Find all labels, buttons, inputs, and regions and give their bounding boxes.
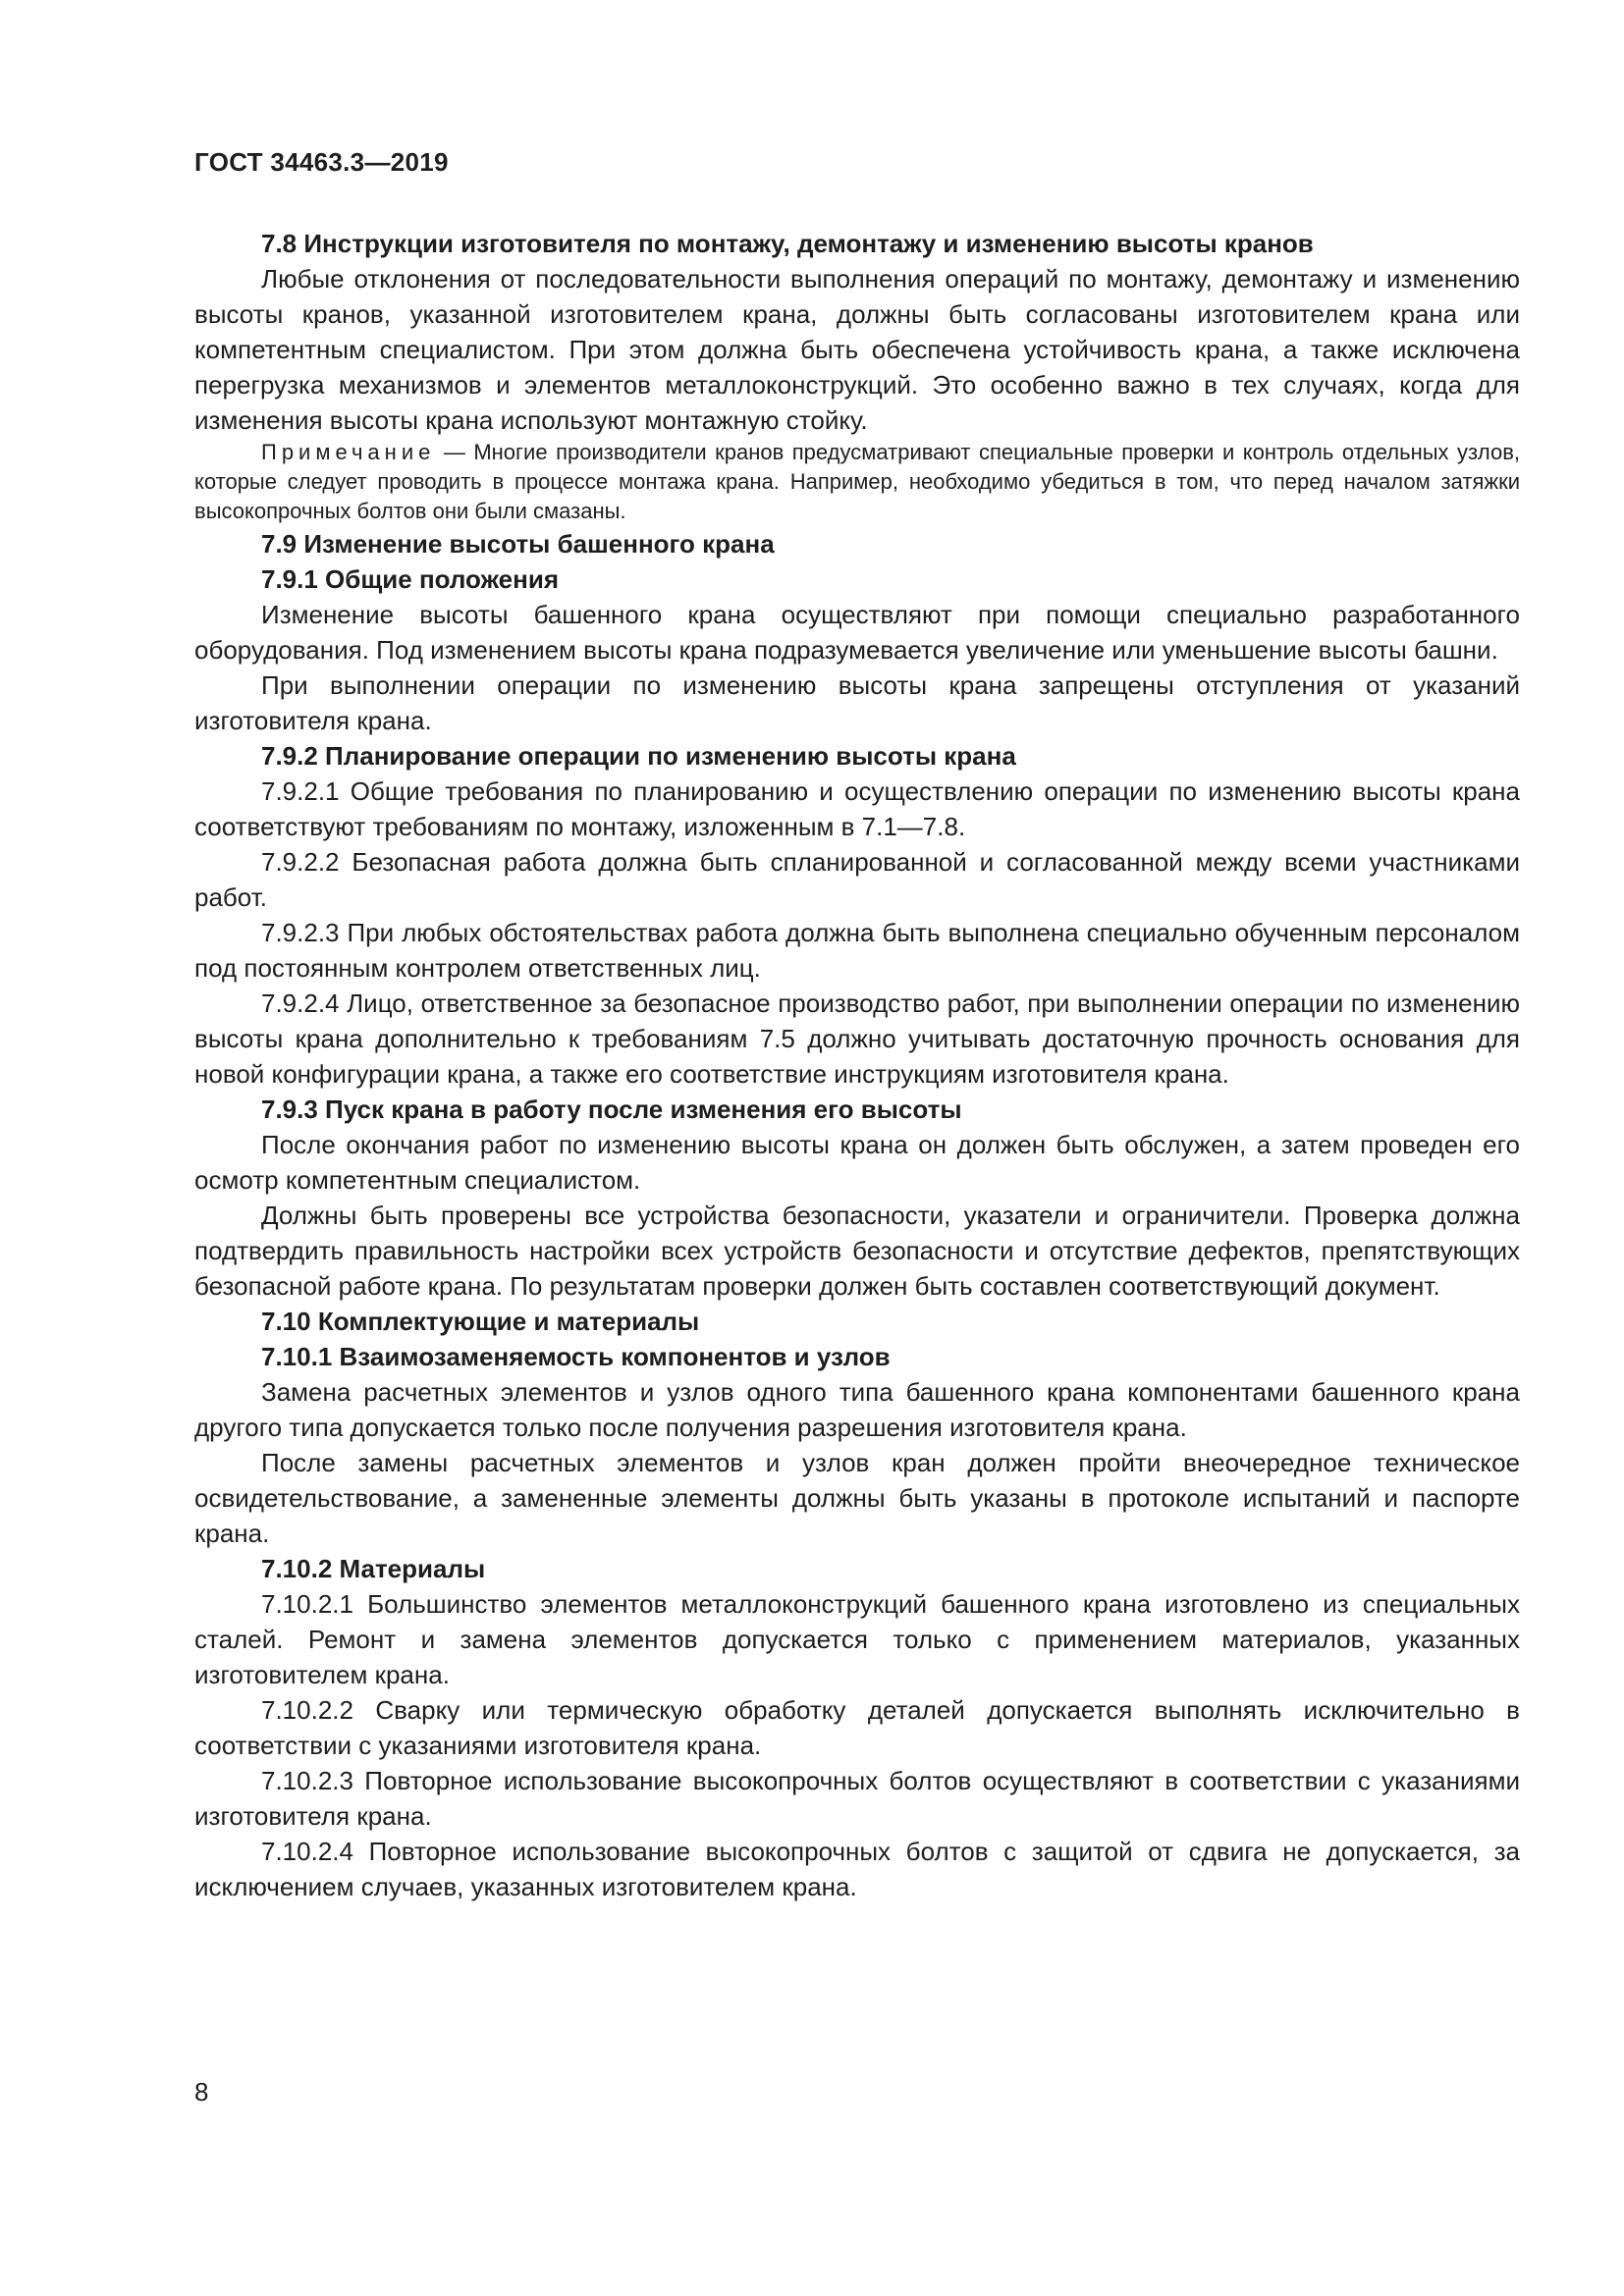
section-7-8-paragraph: Любые отклонения от последовательности выполнения операций по монтажу, демонтажу и изменению высоты кранов, указанной изготовителем крана, должны быть согласованы изготовителем крана или компетентным специалистом. При этом должна быть обеспечена устойчивость крана, а также исключена перегрузка механизмов и элементов металлоконструкций. Это особенно важно в тех случаях, когда для изменения высоты крана используют монтажную стойку.	[194, 264, 1520, 435]
section-7-9-2-title: 7.9.2 Планирование операции по изменению высоты крана	[261, 741, 1016, 771]
section-7-9-3-paragraph-1: После окончания работ по изменению высоты крана он должен быть обслужен, а затем проведен его осмотр компетентным специалистом.	[194, 1130, 1520, 1195]
section-7-9-3-paragraph-2: Должны быть проверены все устройства безопасности, указатели и ограничители. Проверка должна подтвердить правильность настройки всех устройств безопасности и отсутствие дефектов, препятствующих безопасной работе крана. По результатам проверки должен быть составлен соответствующий документ.	[194, 1201, 1520, 1301]
page-number: 8	[194, 2077, 209, 2107]
clause-7-10-2-4: 7.10.2.4 Повторное использование высокопрочных болтов с защитой от сдвига не допускается, за исключением случаев, указанных изготовителем крана.	[194, 1837, 1520, 1901]
clause-7-9-2-2: 7.9.2.2 Безопасная работа должна быть спланированной и согласованной между всеми участниками работ.	[194, 847, 1520, 912]
section-7-8-title: 7.8 Инструкции изготовителя по монтажу, демонтажу и изменению высоты кранов	[261, 229, 1314, 258]
section-7-9-title: 7.9 Изменение высоты башенного крана	[261, 529, 775, 559]
section-7-9-1-paragraph-1: Изменение высоты башенного крана осуществляют при помощи специально разработанного оборудования. Под изменением высоты крана подразумевается увеличение или уменьшение высоты башни.	[194, 600, 1520, 665]
note	[194, 438, 1520, 526]
note-text: — Многие производители кранов предусматривают специальные проверки и контроль отдельных узлов, которые следует проводить в процессе монтажа крана. Например, необходимо убедиться в том, что перед началом затяжки высокопрочных болтов они были смазаны.	[194, 440, 1520, 523]
section-7-10-1-paragraph-1: Замена расчетных элементов и узлов одного типа башенного крана компонентами башенного крана другого типа допускается только после получения разрешения изготовителя крана.	[194, 1377, 1520, 1442]
note-label: Примечание	[261, 440, 436, 464]
section-7-9-1-paragraph-2: При выполнении операции по изменению высоты крана запрещены отступления от указаний изготовителя крана.	[194, 670, 1520, 735]
section-7-10-1-paragraph-2: После замены расчетных элементов и узлов кран должен пройти внеочередное техническое освидетельствование, а замененные элементы должны быть указаны в протоколе испытаний и паспорте крана.	[194, 1448, 1520, 1548]
clause-7-10-2-3: 7.10.2.3 Повторное использование высокопрочных болтов осуществляют в соответствии с указаниями изготовителя крана.	[194, 1766, 1520, 1831]
section-7-10-1-title: 7.10.1 Взаимозаменяемость компонентов и узлов	[261, 1342, 891, 1371]
document-header: ГОСТ 34463.3—2019	[194, 147, 449, 177]
clause-7-10-2-2: 7.10.2.2 Сварку или термическую обработку деталей допускается выполнять исключительно в соответствии с указаниями изготовителя крана.	[194, 1695, 1520, 1760]
clause-7-9-2-4: 7.9.2.4 Лицо, ответственное за безопасное производство работ, при выполнении операции по изменению высоты крана дополнительно к требованиям 7.5 должно учитывать достаточную прочность основания для новой конфигурации крана, а также его соответствие инструкциям изготовителя крана.	[194, 988, 1520, 1089]
clause-7-10-2-1: 7.10.2.1 Большинство элементов металлоконструкций башенного крана изготовлено из специальных сталей. Ремонт и замена элементов допускается только с применением материалов, указанных изготовителем крана.	[194, 1589, 1520, 1689]
section-7-10-title: 7.10 Комплектующие и материалы	[261, 1307, 700, 1336]
section-7-9-1-title: 7.9.1 Общие положения	[261, 564, 559, 594]
clause-7-9-2-3: 7.9.2.3 При любых обстоятельствах работа должна быть выполнена специально обученным персоналом под постоянным контролем ответственных лиц.	[194, 918, 1520, 983]
document-body	[194, 226, 1520, 1904]
section-7-9-3-title: 7.9.3 Пуск крана в работу после изменения его высоты	[261, 1095, 962, 1124]
section-7-10-2-title: 7.10.2 Материалы	[261, 1554, 486, 1583]
clause-7-9-2-1: 7.9.2.1 Общие требования по планированию и осуществлению операции по изменению высоты крана соответствуют требованиям по монтажу, изложенным в 7.1—7.8.	[194, 776, 1520, 841]
